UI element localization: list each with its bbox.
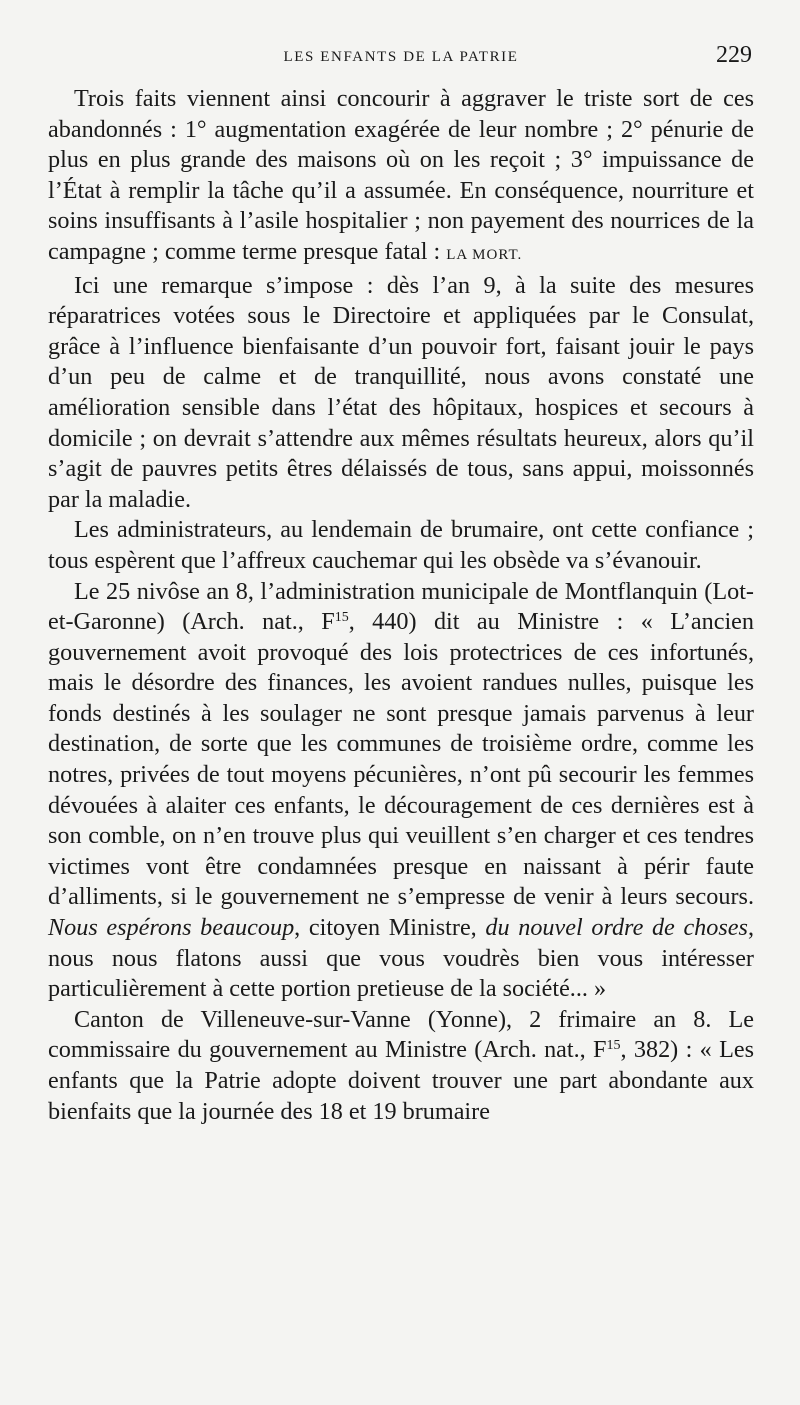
italic-phrase: Nous espérons beaucoup [48, 914, 295, 942]
superscript: 15 [606, 1038, 621, 1054]
paragraph-5 [48, 1005, 754, 1127]
paragraph-text: Les administrateurs, au lendemain de brumaire, ont cette confiance ; tous espèrent que l’affreux cauchemar qui les obsède va s’évanouir. [48, 516, 754, 574]
running-title: LES ENFANTS DE LA PATRIE [283, 49, 519, 65]
italic-phrase: du nouvel ordre de choses [485, 914, 748, 942]
paragraph-text: Canton de Villeneuve-sur-Vanne (Yonne), 2 frimaire an 8. Le commissaire du gouvernement au Ministre (Arch. nat., F [48, 1005, 754, 1064]
paragraph-text: Le 25 nivôse an 8, l’administration municipale de Montflanquin (Lot-et-Garonne) (Arch. nat., F [48, 577, 754, 636]
running-head [48, 42, 754, 72]
paragraph-2 [48, 271, 754, 516]
paragraph-text: , 382) : « Les enfants que la Patrie adopte doivent trouver une part abondante aux bienfaits que la journée des 18 et 19 brumaire [48, 1036, 754, 1125]
paragraph-text: , 440) dit au Ministre : « L’ancien gouvernement avoit provoqué des lois protectrices de ces infortunés, mais le désordre des finances, les avoient randues nulles, puisque les fonds destinés à les soulager ne sont presque jamais parvenus à leur destination, de sorte que les communes de troisième ordre, comme les notres, privées de tout moyens pécunières, n’ont pû secourir les femmes dévouées à alaiter ces enfants, le découragement de ces dernières est à son comble, on n’en trouve plus qui veuillent s’en charger et ces tendres victimes vont être condamnées presque en naissant à périr faute d’alliments, si le gouvernement ne s’empresse de venir à leurs secours. [48, 608, 755, 911]
paragraph-3 [48, 515, 754, 576]
body-text [48, 84, 754, 1127]
paragraph-text: , citoyen Ministre, [294, 914, 477, 942]
paragraph-text: Ici une remarque s’impose : dès l’an 9, à la suite des mesures réparatrices votées sous le Directoire et appliquées par le Consulat, grâce à l’influence bienfaisante d’un pouvoir fort, faisant jouir le pays d’un peu de calme et de tranquillité, nous avons constaté une amélioration sensible dans l’état des hôpitaux, hospices et secours à domicile ; on devrait s’attendre aux mêmes résultats heureux, alors qu’il s’agit de pauvres petits êtres délaissés de tous, sans appui, moissonnés par la maladie. [48, 271, 754, 513]
paragraph-text: Trois faits viennent ainsi concourir à aggraver le triste sort de ces abandonnés : 1° augmentation exagérée de leur nombre ; 2° pénurie de plus en plus grande des maisons où on les reçoit ; 3° impuissance de l’État à remplir la tâche qu’il a assumée. En conséquence, nourriture et soins insuffisants à l’asile hospitalier ; non payement des nourrices de la campagne ; comme terme presque fatal : [48, 85, 754, 265]
paragraph-text: , nous nous flatons aussi que vous voudrès bien vous intéresser particulièrement à cette portion pretieuse de la société... » [48, 914, 754, 1003]
paragraph-1 [48, 84, 754, 271]
paragraph-4 [48, 577, 754, 1005]
small-caps-la-mort: LA MORT. [446, 246, 523, 263]
superscript: 15 [334, 610, 349, 626]
page-number: 229 [716, 42, 752, 68]
